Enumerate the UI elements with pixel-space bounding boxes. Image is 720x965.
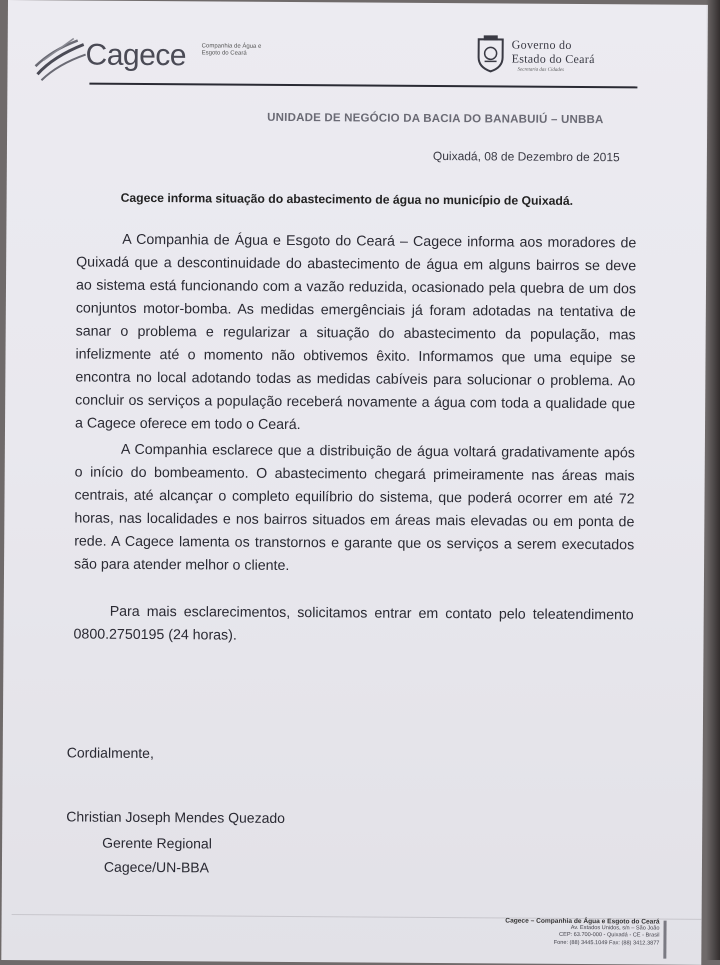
footer-title: Cagece – Companhia de Água e Esgoto do Ceará (505, 917, 660, 926)
gov-line-1: Governo do (511, 37, 572, 52)
date-line: Quixadá, 08 de Dezembro de 2015 (432, 148, 620, 165)
footer-bar (663, 921, 666, 959)
letter-page (1, 0, 708, 965)
cagece-subtitle: Companhia de Água e Esgoto do Ceará (201, 43, 262, 57)
body-paragraph-3: Para mais esclarecimentos, solicitamos entrar em contato pelo teleatendimento 0800.2750195 (24 horas). (73, 603, 634, 644)
subject-line: Cagece informa situação do abastecimento de água no município de Quixadá. (120, 190, 574, 208)
gov-line-2: Estado do Ceará (511, 51, 595, 67)
state-crest-icon (475, 33, 505, 73)
closing: Cordialmente, (66, 744, 154, 762)
footer-phone: Fone: (88) 3445.1049 Fax: (88) 3412.3877 (553, 939, 660, 947)
body-paragraph-1: A Companhia de Água e Esgoto do Ceará – Cagece informa aos moradores de Quixadá que a descontinuidade do abastecimento de água em alguns bairros se deve ao sistema está funcionando com a vazão reduzida, ocasionado pela quebra de um dos conjuntos motor-bomba. As medidas emergênciais já foram adotadas na tentativa de sanar o problema e regularizar a situação do abastecimento da população, mas infelizmente até o momento não obtivemos êxito. Informamos que uma equipe se encontra no local adotando todas as medidas cabíveis para solucionar o problema. Ao concluir os serviços a população receberá novamente a água com toda a qualidade que a Cagece oferece em todo o Ceará. (74, 231, 637, 434)
signatory-name: Christian Joseph Mendes Quezado (66, 808, 286, 826)
body-paragraph-2: A Companhia esclarece que a distribuição de água voltará gradativamente após o início do bombeamento. O abastecimento chegará primeiramente nas áreas mais centrais, até alcançar o completo equilíbrio do sistema, que poderá ocorrer em até 72 horas, nas localidades e nos bairros situados em áreas mais elevadas ou em ponta de rede. A Cagece lamenta os transtornos e garante que os serviços a serem executados são para atender melhor o cliente. (74, 441, 635, 574)
cagece-wave-icon (33, 36, 87, 82)
gov-line-3: Secretaria das Cidades (517, 67, 565, 73)
background-edge (706, 0, 720, 960)
footer-cep: CEP: 63.700-000 - Quixadá - CE - Brasil (559, 932, 660, 939)
signatory-role: Gerente Regional (102, 834, 212, 852)
footer-address (431, 917, 659, 947)
signatory-unit: Cagece/UN-BBA (103, 858, 210, 876)
unit-heading: UNIDADE DE NEGÓCIO DA BACIA DO BANABUIÚ – UNBBA (267, 111, 604, 127)
governo-ceara-logo (475, 33, 645, 82)
footer-street: Av. Estados Unidos, s/n – São João (570, 925, 660, 932)
cagece-wordmark: Cagece (85, 38, 187, 73)
cagece-logo (33, 36, 273, 88)
